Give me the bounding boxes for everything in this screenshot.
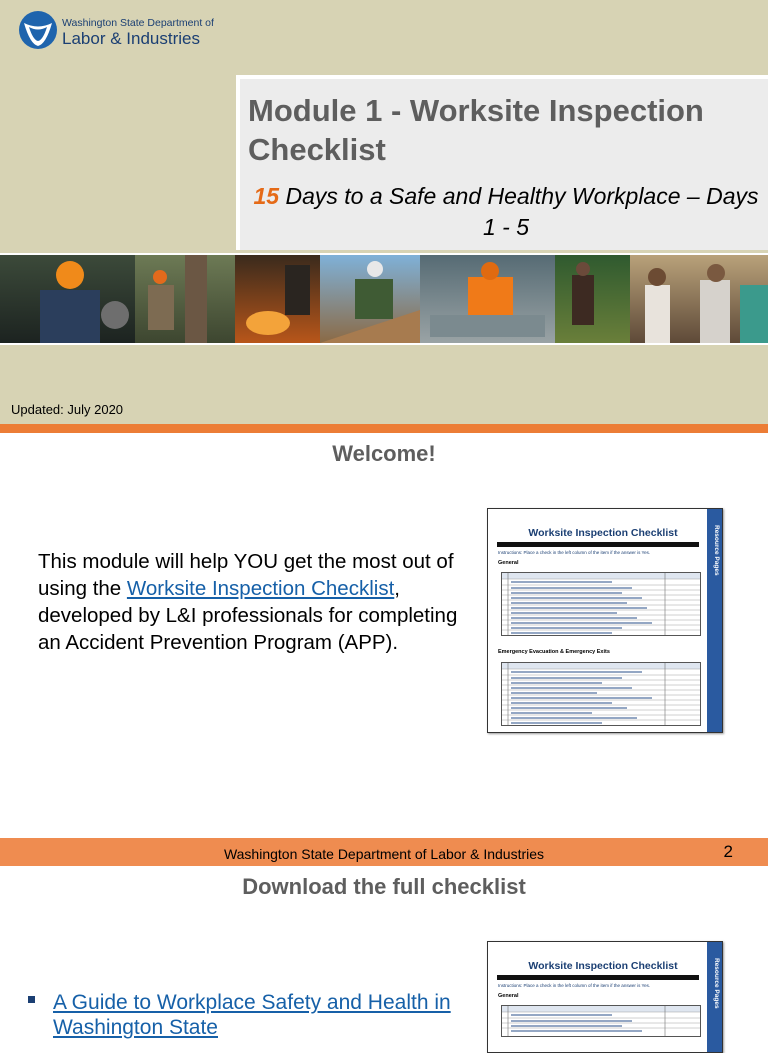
welcome-body-intro: This module will help YOU get the most out of using the: [38, 550, 454, 600]
footer-text: Washington State Department of Labor & Industries: [223, 846, 545, 862]
thumbnail-side-band-2: [707, 942, 722, 1052]
checklist-link[interactable]: Worksite Inspection Checklist: [126, 577, 395, 600]
thumbnail-table-1: [501, 572, 701, 636]
bullet-square-icon: [28, 996, 35, 1003]
org-line-2: Labor & Industries: [62, 29, 200, 48]
updated-date: Updated: July 2020: [11, 402, 124, 417]
download-heading: Download the full checklist: [242, 874, 526, 899]
thumbnail-side-label-2: Resource Pages: [713, 958, 720, 1009]
welcome-heading: Welcome!: [332, 441, 436, 466]
thumbnail-section-general-2: General: [498, 993, 519, 999]
checklist-thumbnail: [487, 508, 723, 733]
thumbnail-section-general: General: [498, 560, 519, 566]
thumbnail-instructions: Instructions: Place a check in the left column of the item if the answer is Yes.: [498, 550, 651, 555]
module-title: Module 1 - Worksite Inspection Checklist: [248, 93, 704, 167]
title-slide: [0, 0, 768, 424]
guide-link[interactable]: A Guide to Workplace Safety and Health in Washington State: [53, 991, 451, 1039]
page-number: 2: [723, 842, 733, 861]
worker-photo-strip: [0, 253, 768, 345]
module-subtitle: [248, 181, 764, 243]
thumbnail-side-label: Resource Pages: [713, 525, 720, 576]
org-line-1: Washington State Department of: [62, 17, 214, 29]
checklist-thumbnail-2: [487, 941, 723, 1053]
orange-divider: [0, 424, 768, 433]
thumbnail-side-band: [707, 509, 722, 732]
thumbnail-section-emergency: Emergency Evacuation & Emergency Exits: [498, 649, 610, 655]
thumbnail-table-2: [501, 662, 701, 726]
thumbnail-title: Worksite Inspection Checklist: [528, 527, 678, 539]
lni-logo-icon: [18, 10, 58, 50]
thumbnail-bar: [497, 542, 699, 547]
lni-logo: [18, 10, 218, 54]
slide-footer: [0, 838, 768, 866]
welcome-body-rest: , developed by L&I professionals for completing an Accident Prevention Program (APP).: [38, 577, 458, 654]
thumbnail-table-3: [501, 1005, 701, 1037]
subtitle-number: 15: [253, 183, 280, 209]
subtitle-text: Days to a Safe and Healthy Workplace – Days 1 - 5: [279, 183, 759, 240]
title-box: [236, 75, 768, 250]
thumbnail-instructions-2: Instructions: Place a check in the left column of the item if the answer is Yes.: [498, 983, 651, 988]
thumbnail-bar-2: [497, 975, 699, 980]
thumbnail-title-2: Worksite Inspection Checklist: [528, 960, 678, 972]
welcome-body: [38, 548, 458, 656]
